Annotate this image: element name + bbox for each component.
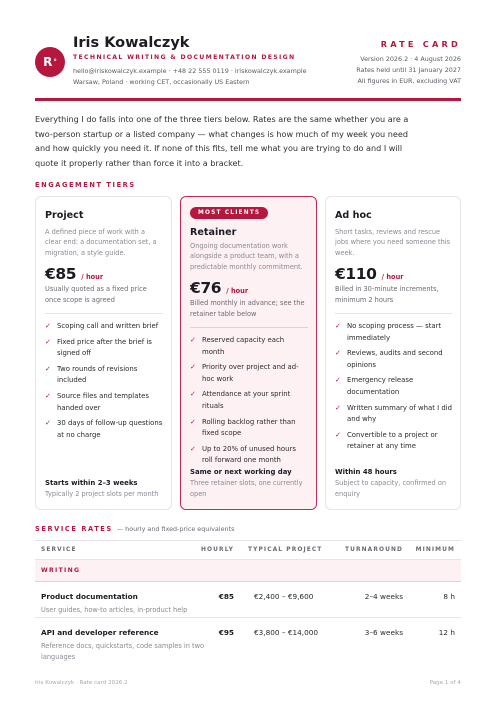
divider — [45, 313, 163, 314]
document-meta — [356, 54, 461, 87]
divider — [335, 313, 452, 314]
price-note: Billed monthly in advance; see the retainer table below — [190, 299, 305, 318]
tier-description: A defined piece of work with a clear end: a documentation set, a migration, a style guide. — [45, 228, 157, 257]
service-description: User guides, how-to articles, in-product help — [41, 606, 188, 614]
table-row — [35, 618, 461, 666]
divider — [190, 327, 308, 328]
price-unit: / hour — [381, 273, 404, 282]
header-rule — [35, 98, 461, 101]
author-tagline: TECHNICAL WRITING & DOCUMENTATION DESIGN — [73, 54, 296, 61]
availability-title: Same or next working day — [190, 468, 292, 477]
column-header-minimum: MINIMUM — [415, 547, 455, 553]
version-line: Version 2026.2 · 4 August 2026 — [360, 55, 461, 63]
tier-card-ad-hoc — [325, 196, 461, 510]
tier-availability — [45, 479, 163, 499]
feature-list — [190, 335, 308, 467]
location-line: Warsaw, Poland · working CET, occasionally US Eastern — [73, 78, 250, 86]
check-icon: ✓ — [45, 337, 51, 346]
contact-line: hello@iriskowalczyk.example · +48 22 555 0119 · iriskowalczyk.example — [73, 67, 307, 75]
check-icon: ✓ — [335, 403, 341, 412]
feature-item: ✓ No scoping process — start immediately — [335, 322, 442, 342]
feature-item: ✓ Priority over project and ad-hoc work — [190, 363, 299, 383]
availability-title: Within 48 hours — [335, 468, 397, 477]
feature-item: ✓ Emergency release documentation — [335, 376, 414, 396]
tier-price — [335, 264, 452, 283]
price-note: Usually quoted as a fixed price once scope is agreed — [45, 285, 147, 304]
table-group-writing: WRITING — [35, 560, 461, 582]
document-header — [35, 33, 463, 97]
check-icon: ✓ — [45, 322, 51, 331]
check-icon: ✓ — [45, 392, 51, 400]
tier-availability — [190, 468, 308, 499]
check-icon: ✓ — [190, 390, 196, 399]
feature-item: ✓ 30 days of follow-up questions at no charge — [45, 419, 163, 439]
page-number: Page 1 of 4 — [429, 680, 461, 686]
check-icon: ✓ — [45, 364, 51, 373]
contact-info — [73, 66, 307, 88]
feature-list — [335, 321, 452, 453]
tier-availability — [335, 468, 452, 499]
minimum-hours: 12 h — [438, 628, 455, 637]
feature-list — [45, 321, 163, 441]
service-rates-table — [35, 540, 461, 666]
check-icon: ✓ — [335, 322, 341, 331]
turnaround: 3–6 weeks — [364, 628, 403, 637]
service-name: API and developer reference — [41, 628, 159, 637]
price-unit: / hour — [81, 273, 104, 282]
hourly-rate: €85 — [218, 592, 234, 601]
feature-item: ✓ Written summary of what I did and why — [335, 403, 452, 424]
availability-note: Three retainer slots, one currently open — [190, 479, 303, 498]
feature-item: ✓ Up to 20% of unused hours roll forward one month — [190, 444, 296, 465]
feature-item: ✓ Reserved capacity each month — [190, 336, 285, 356]
tier-name: Ad hoc — [335, 210, 372, 221]
check-icon: ✓ — [45, 419, 51, 428]
check-icon: ✓ — [190, 417, 196, 426]
document-type: RATE CARD — [380, 39, 461, 49]
typical-project-range: €2,400 – €9,600 — [254, 592, 314, 601]
service-description: Reference docs, quickstarts, code samples in two languages — [41, 642, 205, 661]
column-header-typical-project: TYPICAL PROJECT — [248, 547, 323, 553]
most-clients-badge: MOST CLIENTS — [190, 207, 268, 219]
currency-line: All figures in EUR, excluding VAT — [357, 77, 461, 85]
check-icon: ✓ — [335, 430, 341, 439]
check-icon: ✓ — [335, 376, 341, 385]
column-header-hourly: HOURLY — [201, 547, 234, 553]
price-amount: €76 — [190, 279, 222, 298]
feature-item: ✓ Fixed price after the brief is signed off — [45, 337, 152, 358]
feature-item: ✓ Two rounds of revisions included — [45, 364, 138, 385]
feature-item: ✓ Rolling backlog rather than fixed scope — [190, 417, 296, 438]
footer-document-label: Iris Kowalczyk · Rate card 2026.2 — [35, 680, 128, 686]
check-icon: ✓ — [190, 336, 196, 345]
validity-line: Rates held until 31 January 2027 — [356, 66, 461, 74]
tier-description: Short tasks, reviews and rescue jobs where you need someone this week. — [335, 228, 451, 257]
service-name: Product documentation — [41, 592, 138, 601]
tier-card-retainer — [180, 196, 317, 510]
price-unit: / hour — [226, 287, 249, 296]
price-note: Billed in 30-minute increments, minimum 2 hours — [335, 285, 439, 304]
tier-price — [45, 264, 163, 283]
feature-item: ✓ Scoping call and written brief — [45, 321, 163, 333]
feature-item: ✓ Reviews, audits and second opinions — [335, 349, 443, 369]
table-row — [35, 582, 461, 618]
section-sublabel: — hourly and fixed-price equivalents — [116, 525, 235, 533]
tier-name: Project — [45, 210, 84, 221]
tier-price — [190, 278, 308, 297]
price-amount: €110 — [335, 265, 377, 284]
section-label-tiers: ENGAGEMENT TIERS — [35, 181, 136, 189]
author-name: Iris Kowalczyk — [73, 35, 190, 51]
feature-item: ✓ Source files and templates handed over — [45, 392, 149, 412]
availability-note: Subject to capacity, confirmed on enquiry — [335, 479, 447, 498]
availability-title: Starts within 2–3 weeks — [45, 478, 138, 487]
check-icon: ✓ — [335, 349, 341, 358]
brand-logo: R ° — [35, 47, 65, 77]
feature-item: ✓ Convertible to a project or retainer at any time — [335, 430, 438, 451]
turnaround: 2–4 weeks — [364, 592, 403, 601]
table-header — [35, 540, 461, 560]
minimum-hours: 8 h — [443, 592, 455, 601]
section-label-rates: SERVICE RATES — hourly and fixed-price equivalents — [35, 525, 235, 533]
page-footer — [35, 680, 461, 686]
availability-note: Typically 2 project slots per month — [45, 489, 159, 498]
check-icon: ✓ — [190, 444, 196, 453]
feature-item: ✓ Attendance at your sprint rituals — [190, 390, 291, 410]
column-header-service: SERVICE — [41, 547, 77, 553]
typical-project-range: €3,800 – €14,000 — [254, 628, 318, 637]
tier-card-project — [35, 196, 172, 510]
tier-name: Retainer — [190, 227, 237, 238]
check-icon: ✓ — [190, 363, 196, 372]
hourly-rate: €95 — [218, 628, 234, 637]
intro-paragraph: Everything I do falls into one of the three tiers below. Rates are the same whether you are a two-person startup or a listed company — what changes is how much of my week you need and how quickly you need it. If none of this fits, tell me what you are trying to do and I will quote it properly rather than force it into a bracket. — [35, 114, 409, 168]
tier-description: Ongoing documentation work alongside a product team, with a predictable monthly commitment. — [190, 242, 303, 271]
price-amount: €85 — [45, 265, 77, 284]
column-header-turnaround: TURNAROUND — [345, 547, 403, 553]
